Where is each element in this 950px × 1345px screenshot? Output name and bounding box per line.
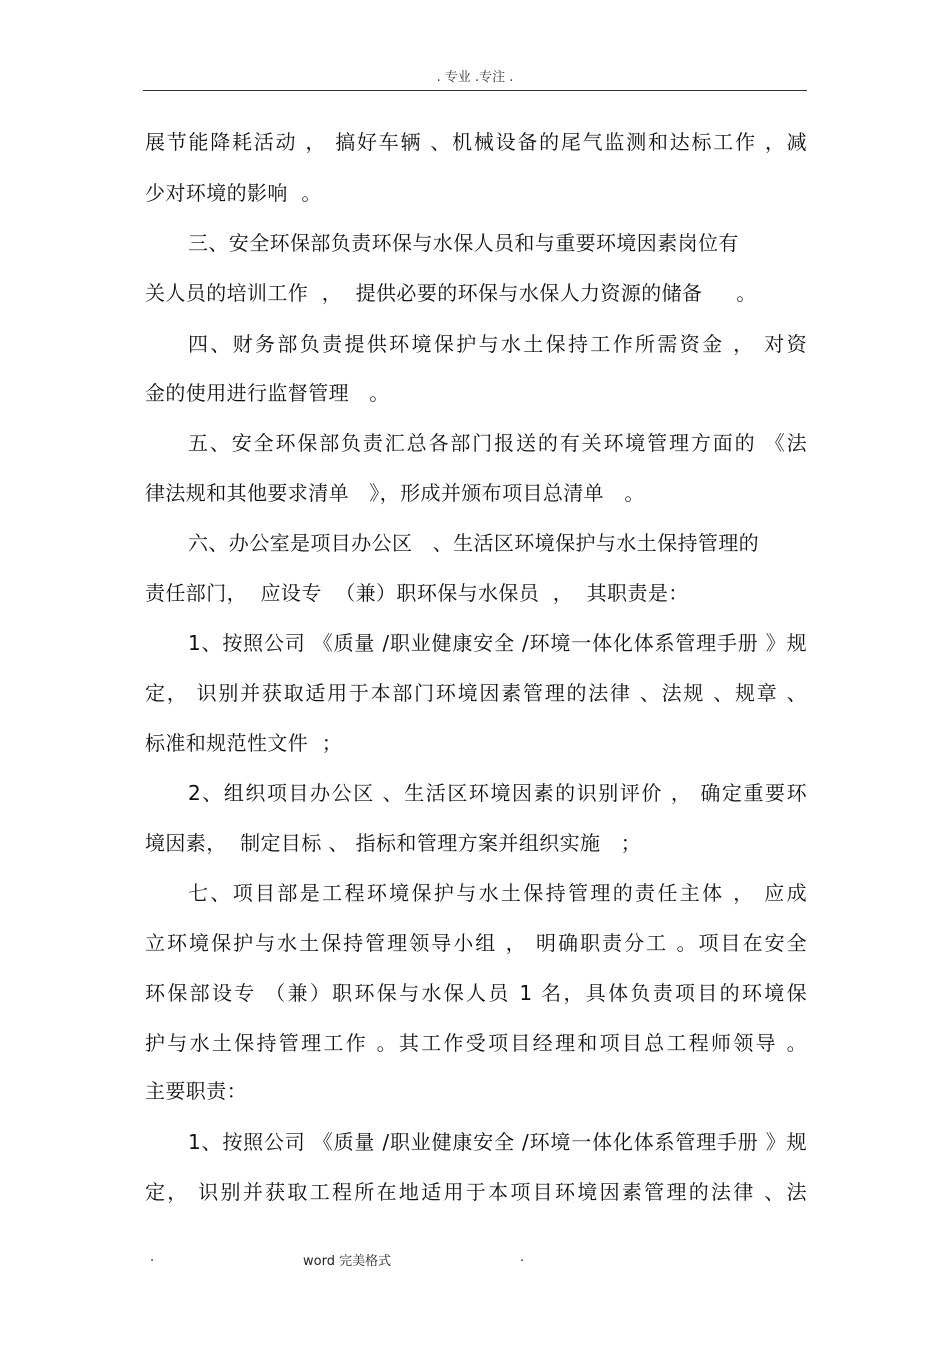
text-line-21: 1、按照公司 《质量 /职业健康安全 /环境一体化体系管理手册 》规 [188, 1130, 807, 1154]
text-line-16: 七、项目部是工程环境保护与水土保持管理的责任主体 ， 应成 [188, 881, 807, 905]
text-line-10: 责任部门， 应设专 （兼）职环保与水保员 ， 其职责是： [145, 581, 689, 605]
text-line-9: 六、办公室是项目办公区 、生活区环境保护与水土保持管理的 [188, 531, 760, 555]
text-line-7: 五、安全环保部负责汇总各部门报送的有关环境管理方面的 《法 [188, 431, 807, 455]
text-line-19: 护与水土保持管理工作 。其工作受项目经理和项目总工程师领导 。 [145, 1031, 807, 1055]
footer-dot-right: . [520, 1250, 525, 1265]
text-line-18: 环保部设专 （兼）职环保与水保人员 1 名，具体负责项目的环境保 [145, 981, 807, 1005]
text-line-11: 1、按照公司 《质量 /职业健康安全 /环境一体化体系管理手册 》规 [188, 631, 807, 655]
text-line-13: 标准和规范性文件 ； [145, 731, 343, 755]
text-line-14: 2、组织项目办公区 、生活区环境因素的识别评价 ， 确定重要环 [188, 781, 807, 805]
text-line-2: 少对环境的影响 。 [145, 181, 322, 205]
text-line-5: 四、财务部负责提供环境保护与水土保持工作所需资金 ， 对资 [188, 332, 807, 356]
text-line-4: 关人员的培训工作 ， 提供必要的环保与水保人力资源的储备 。 [145, 281, 757, 305]
header-rule [143, 90, 807, 91]
footer-dot-left: . [150, 1250, 155, 1265]
text-line-17: 立环境保护与水土保持管理领导小组 ， 明确职责分工 。项目在安全 [145, 931, 807, 955]
footer-text: word 完美格式 [303, 1254, 392, 1269]
text-line-1: 展节能降耗活动 ， 搞好车辆 、机械设备的尾气监测和达标工作 ，减 [145, 130, 807, 154]
text-line-20: 主要职责： [145, 1079, 247, 1103]
text-line-22: 定， 识别并获取工程所在地适用于本项目环境因素管理的法律 、法 [145, 1180, 807, 1204]
text-line-6: 金的使用进行监督管理 。 [145, 381, 390, 405]
page-header: . 专业 .专注 . [436, 70, 514, 85]
text-line-15: 境因素， 制定目标 、 指标和管理方案并组织实施 ； [145, 831, 642, 855]
text-line-8: 律法规和其他要求清单 》，形成并颁布项目总清单 。 [145, 481, 645, 505]
text-line-3: 三、安全环保部负责环保与水保人员和与重要环境因素岗位有 [188, 231, 739, 255]
text-line-12: 定， 识别并获取适用于本部门环境因素管理的法律 、法规 、规章 、 [145, 681, 807, 705]
